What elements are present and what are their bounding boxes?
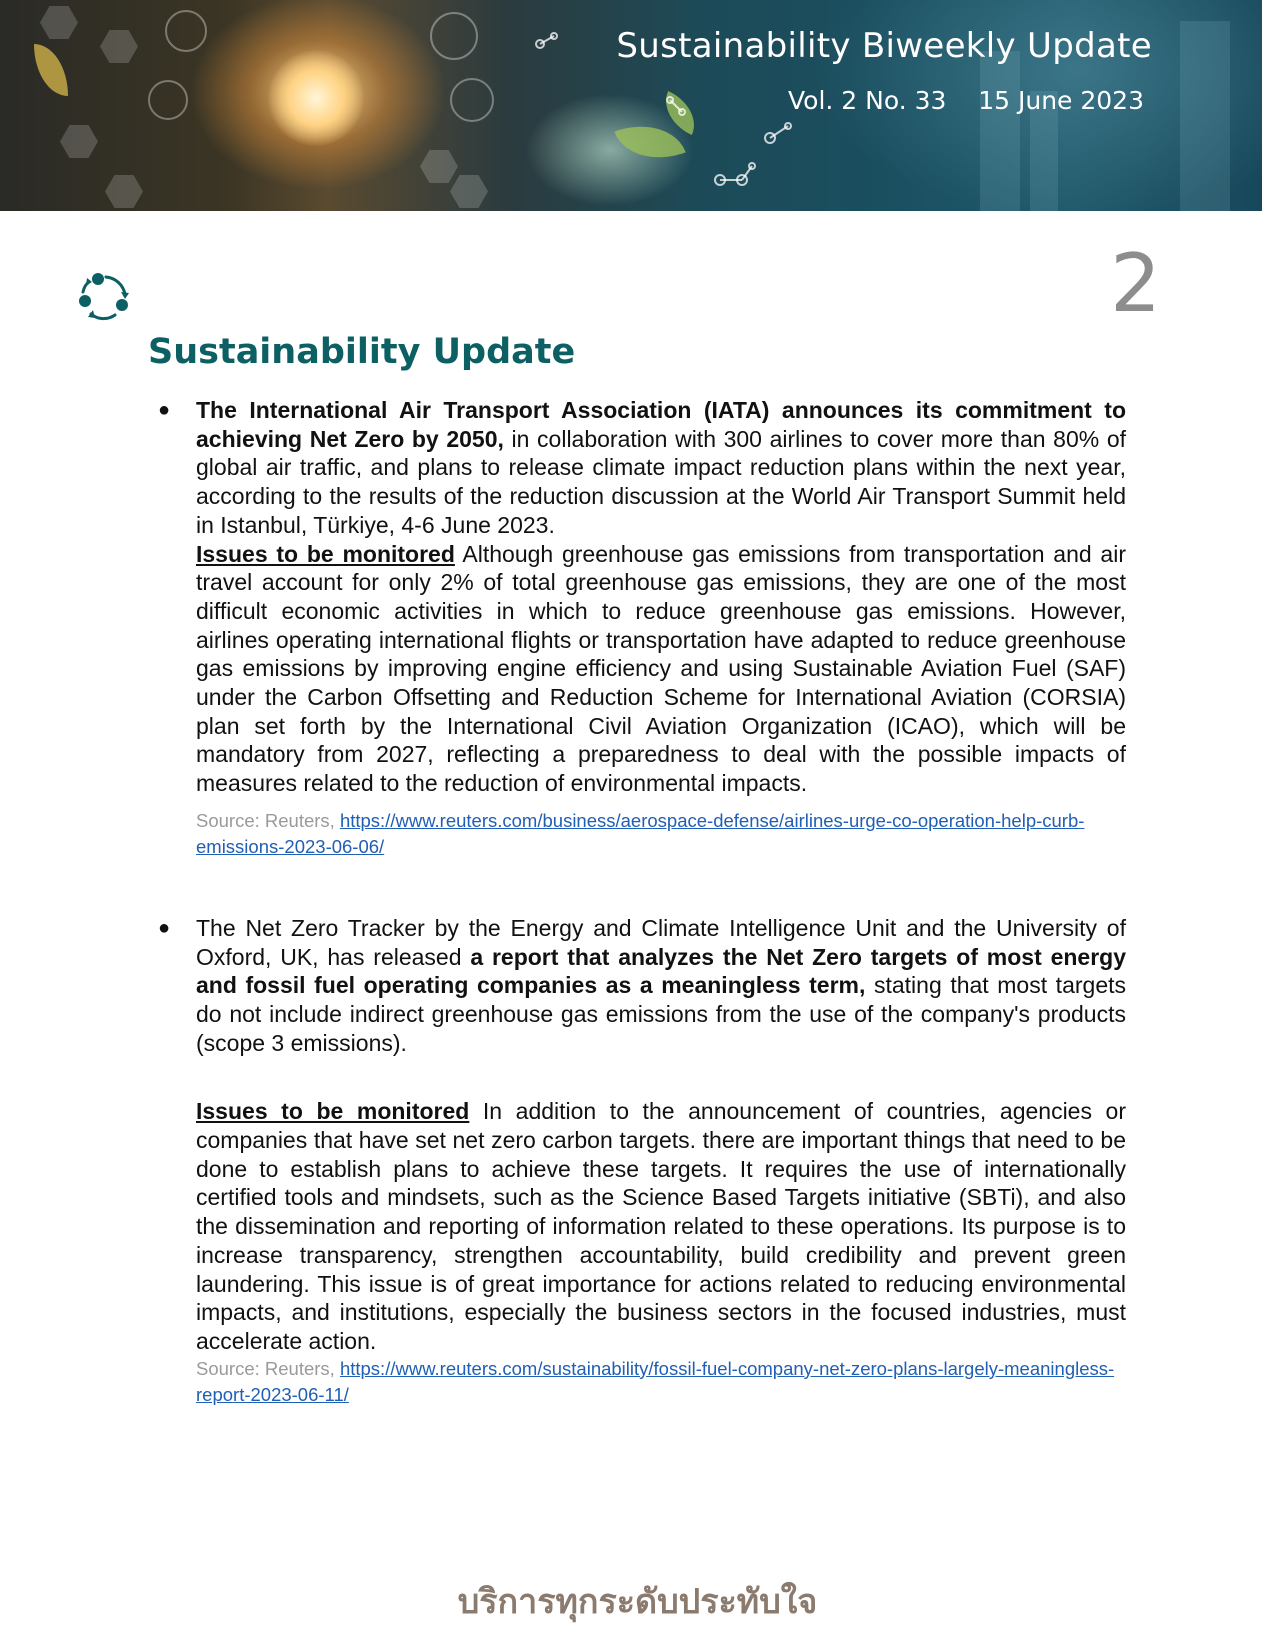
issues-monitored-paragraph: Issues to be monitored Although greenhouse gas emissions from transportation and air travel account for only 2% of total greenhouse gas emissions, they are one of the most difficult economic activities in which to reduce greenhouse gas emissions. However, airlines operating international flights or transportation have adapted to reduce greenhouse gas emissions by improving engine efficiency and using Sustainable Aviation Fuel (SAF) under the Carbon Offsetting and Reduction Scheme for International Aviation (CORSIA) plan set forth by the International Civil Aviation Organization (ICAO), which will be mandatory from 2027, reflecting a preparedness to deal with the possible impacts of measures related to the reduction of environmental impacts. [196, 540, 1126, 797]
hexagon-decoration [105, 175, 143, 208]
hexagon-decoration [420, 150, 458, 183]
leaf-icon [34, 44, 68, 96]
news-item [158, 396, 1127, 860]
issue-date: 15 June 2023 [978, 86, 1144, 115]
hexagon-decoration [40, 6, 78, 39]
bullet-icon: ● [158, 916, 171, 939]
source-link[interactable]: https://www.reuters.com/sustainability/fossil-fuel-company-net-zero-plans-largely-meaningless-report-2023-06-11/ [196, 1357, 1115, 1405]
volume-number: Vol. 2 No. 33 [788, 86, 947, 115]
city-silhouette [980, 51, 1020, 211]
headline-bold: a report that analyzes the Net Zero targets of most energy and fossil fuel operating companies as a meaningless term, [196, 943, 1126, 999]
source-citation: Source: Reuters, https://www.reuters.com/business/aerospace-defense/airlines-urge-co-operation-help-curb-emissions-2023-06-06/ [196, 809, 1085, 857]
header-banner [0, 0, 1262, 211]
source-link[interactable]: https://www.reuters.com/business/aerospace-defense/airlines-urge-co-operation-help-curb-emissions-2023-06-06/ [196, 809, 1085, 857]
hexagon-decoration [60, 125, 98, 158]
news-summary: The International Air Transport Association (IATA) announces its commitment to achieving Net Zero by 2050, in collaboration with 300 airlines to cover more than 80% of global air traffic, and plans to release climate impact reduction plans within the next year, according to the results of the reduction discussion at the World Air Transport Summit held in Istanbul, Türkiye, 4-6 June 2023. [196, 397, 1127, 538]
circle-icon-decoration [450, 78, 494, 122]
issues-monitored-paragraph: Issues to be monitored In addition to the announcement of countries, agencies or companies that have set net zero carbon targets. there are important things that need to be done to establish plans to achieve these targets. It requires the use of internationally certified tools and mindsets, such as the Science Based Targets initiative (SBTi), and also the dissemination and reporting of information related to these operations. Its purpose is to increase transparency, strengthen accountability, build credibility and prevent green laundering. This issue is of great importance for actions related to reducing environmental impacts, and institutions, especially the business sectors in the focused industries, must accelerate action. [196, 1098, 1126, 1354]
news-item [158, 914, 1126, 1408]
newsletter-title: Sustainability Biweekly Update [616, 26, 1152, 66]
cycle-arrows-icon [78, 270, 134, 326]
section-title: Sustainability Update [148, 332, 576, 372]
source-citation: Source: Reuters, https://www.reuters.com/sustainability/fossil-fuel-company-net-zero-plans-largely-meaningless-report-2023-06-11/ [196, 1357, 1115, 1405]
footer-slogan: บริการทุกระดับประทับใจ [457, 1582, 818, 1622]
recycle-icon-decoration [430, 12, 478, 60]
lightbulb-glow [268, 50, 364, 146]
circle-icon-decoration [148, 80, 188, 120]
issues-monitored-label: Issues to be monitored [196, 1098, 470, 1125]
issue-info [788, 86, 1144, 115]
device-icon-decoration [165, 10, 207, 52]
city-silhouette [1180, 21, 1230, 211]
hexagon-decoration [450, 175, 488, 208]
page-number: 2 [1110, 237, 1161, 330]
article-list [158, 396, 1127, 1408]
issues-monitored-label: Issues to be monitored [196, 540, 455, 567]
bullet-icon: ● [158, 399, 171, 421]
news-summary: The Net Zero Tracker by the Energy and Climate Intelligence Unit and the University of Oxford, UK, has released a report that analyzes the Net Zero targets of most energy and fossil fuel operating companies as a meaningless term, stating that most targets do not include indirect greenhouse gas emissions from the use of the company's products (scope 3 emissions). [196, 914, 1126, 1056]
hexagon-decoration [100, 30, 138, 63]
headline-bold: The International Air Transport Association (IATA) announces its commitment to achieving Net Zero by 2050, [196, 397, 1126, 452]
